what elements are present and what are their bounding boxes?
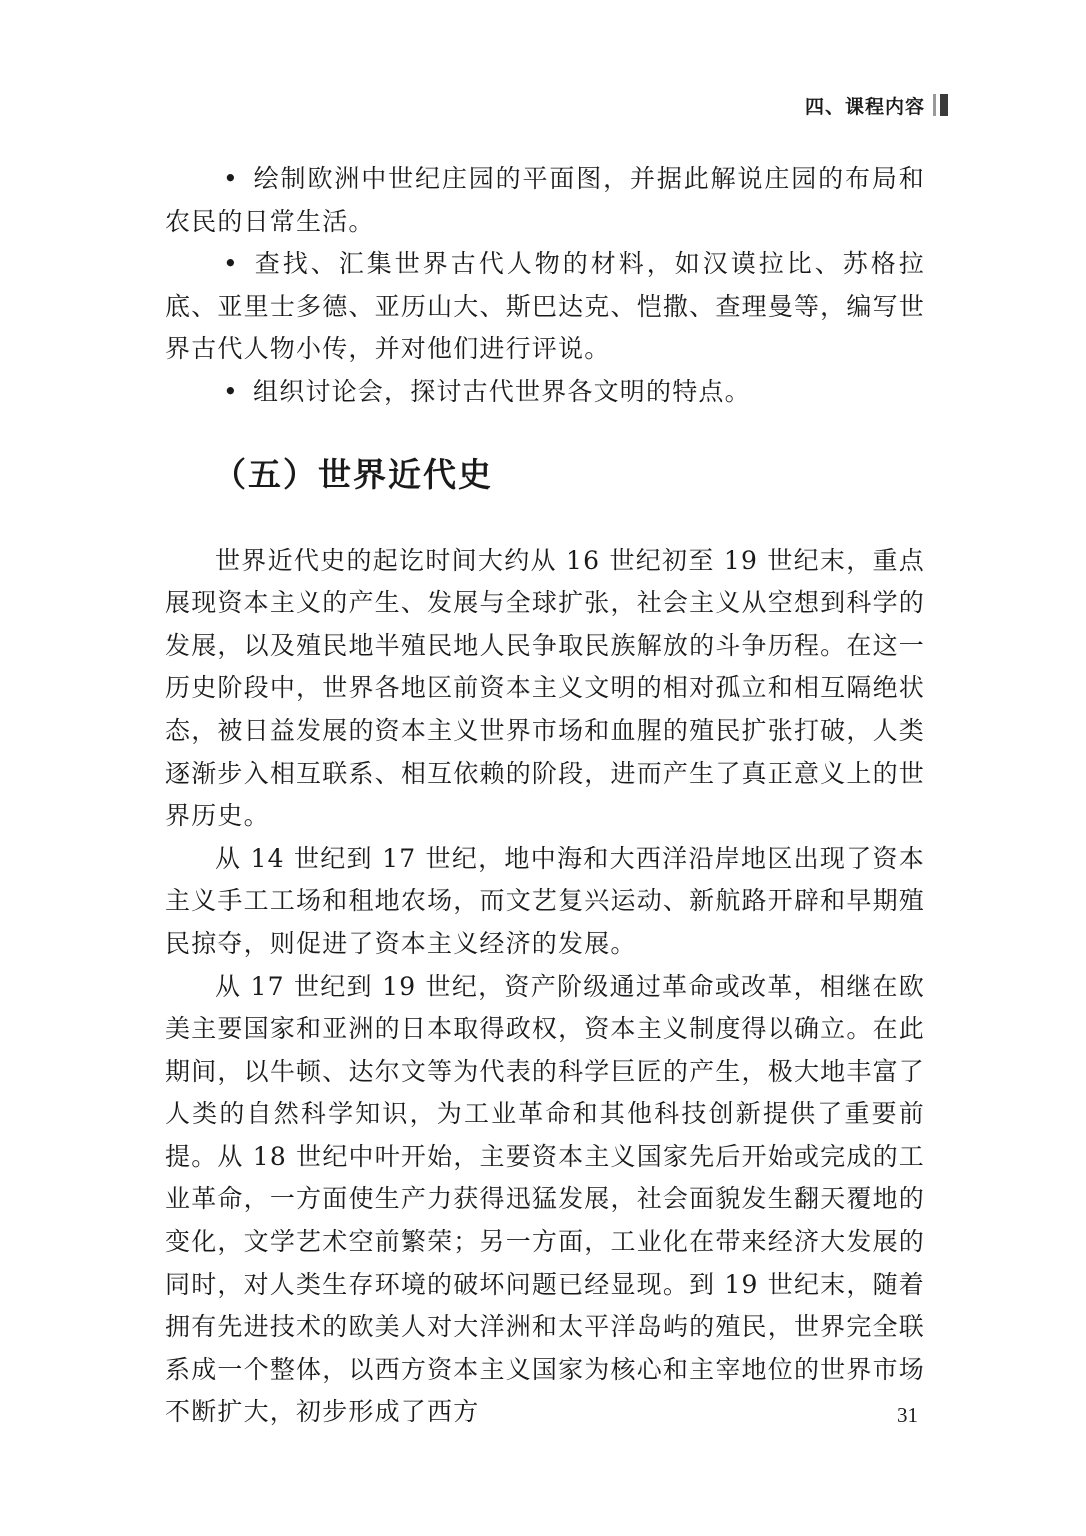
page-number: 31 (897, 1403, 918, 1427)
bullet-item (165, 158, 925, 243)
bullet-text: 组织讨论会，探讨古代世界各文明的特点。 (253, 376, 751, 406)
body-paragraph: 从 14 世纪到 17 世纪，地中海和大西洋沿岸地区出现了资本主义手工工场和租地农场，而文艺复兴运动、新航路开辟和早期殖民掠夺，则促进了资本主义经济的发展。 (165, 843, 925, 958)
bullet-marker: • (223, 164, 239, 193)
bullet-marker: • (223, 376, 239, 406)
header-bar-thick (940, 94, 948, 116)
bullet-text: 绘制欧洲中世纪庄园的平面图，并据此解说庄园的布局和农民的日常生活。 (165, 164, 925, 236)
body-paragraph: 世界近代史的起讫时间大约从 16 世纪初至 19 世纪末，重点展现资本主义的产生、发展与全球扩张，社会主义从空想到科学的发展，以及殖民地半殖民地人民争取民族解放的斗争历程。在这一历史阶段中，世界各地区前资本主义文明的相对孤立和相互隔绝状态，被日益发展的资本主义世界市场和血腥的殖民扩张打破，人类逐渐步入相互联系、相互依赖的阶段，进而产生了真正意义上的世界历史。 (165, 545, 925, 831)
body-paragraph: 从 17 世纪到 19 世纪，资产阶级通过革命或改革，相继在欧美主要国家和亚洲的日本取得政权，资本主义制度得以确立。在此期间，以牛顿、达尔文等为代表的科学巨匠的产生，极大地丰富了人类的自然科学知识，为工业革命和其他科技创新提供了重要前提。从 18 世纪中叶开始，主要资本主义国家先后开始或完成的工业革命，一方面使生产力获得迅猛发展，社会面貌发生翻天覆地的变化，文学艺术空前繁荣；另一方面，工业化在带来经济大发展的同时，对人类生存环境的破坏问题已经显现。到 19 世纪末，随着拥有先进技术的欧美人对大洋洲和太平洋岛屿的殖民，世界完全联系成一个整体，以西方资本主义国家为核心和主宰地位的世界市场不断扩大，初步形成了西方 (165, 971, 925, 1427)
section-heading: （五）世界近代史 (213, 454, 493, 494)
bullet-item (165, 371, 925, 414)
header-bar-thin (933, 94, 936, 116)
bullet-item (165, 243, 925, 371)
bullet-marker: • (223, 249, 239, 279)
bullet-text: 查找、汇集世界古代人物的材料，如汉谟拉比、苏格拉底、亚里士多德、亚历山大、斯巴达克、恺撒、查理曼等，编写世界古代人物小传，并对他们进行评说。 (165, 249, 925, 364)
page-body (165, 158, 925, 1434)
header-bars-decoration (933, 94, 948, 116)
header-title: 四、课程内容 (804, 95, 925, 118)
running-header (805, 90, 948, 120)
